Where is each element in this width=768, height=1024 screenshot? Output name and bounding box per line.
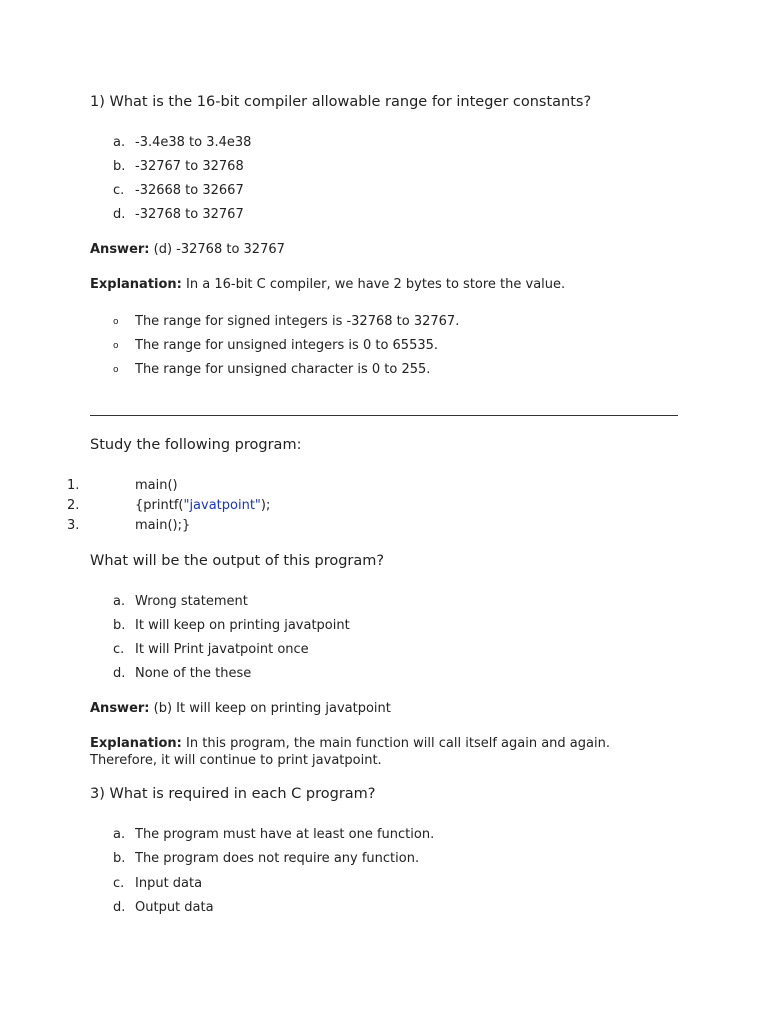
question-2-title: What will be the output of this program? xyxy=(90,553,385,569)
option-marker: d. xyxy=(113,207,126,222)
q1-bullet-1 xyxy=(113,314,459,329)
bullet-marker: o xyxy=(113,341,119,351)
q2-option-c xyxy=(113,642,309,657)
option-marker: a. xyxy=(113,827,126,842)
code-line-number: 3. xyxy=(67,518,80,533)
bullet-text: The range for unsigned character is 0 to 255. xyxy=(135,362,431,377)
q1-bullet-2 xyxy=(113,338,438,353)
explanation-text: In a 16-bit C compiler, we have 2 bytes to store the value. xyxy=(186,277,566,292)
code-line-2 xyxy=(67,498,271,513)
option-marker: b. xyxy=(113,159,126,174)
section-divider xyxy=(90,415,678,416)
code-text: {printf( xyxy=(135,498,184,513)
bullet-marker: o xyxy=(113,317,119,327)
code-line-1 xyxy=(67,478,178,493)
explanation-text: In this program, the main function will call itself again and again. Therefore, it will continue to print javatpoint. xyxy=(90,736,610,768)
option-text: -32768 to 32767 xyxy=(135,207,244,222)
option-marker: a. xyxy=(113,594,126,609)
option-text: It will keep on printing javatpoint xyxy=(135,618,350,633)
option-marker: c. xyxy=(113,876,125,891)
answer-label: Answer: xyxy=(90,242,150,257)
code-line-number: 1. xyxy=(67,478,80,493)
q2-option-b xyxy=(113,618,350,633)
option-marker: b. xyxy=(113,851,126,866)
option-text: -32767 to 32768 xyxy=(135,159,244,174)
answer-text: (b) It will keep on printing javatpoint xyxy=(153,701,391,716)
q3-option-d xyxy=(113,900,214,915)
explanation-label: Explanation: xyxy=(90,736,182,751)
q1-option-a xyxy=(113,135,251,150)
option-text: -32668 to 32667 xyxy=(135,183,244,198)
bullet-marker: o xyxy=(113,365,119,375)
option-text: Wrong statement xyxy=(135,594,248,609)
answer-text: (d) -32768 to 32767 xyxy=(153,242,285,257)
q3-option-c xyxy=(113,876,202,891)
code-text: main();} xyxy=(135,518,191,533)
question-3-title: 3) What is required in each C program? xyxy=(90,786,376,802)
q3-option-b xyxy=(113,851,419,866)
code-text: main() xyxy=(135,478,178,493)
question-1-title: 1) What is the 16-bit compiler allowable range for integer constants? xyxy=(90,94,592,110)
code-line-number: 2. xyxy=(67,498,80,513)
code-line-3 xyxy=(67,518,191,533)
q1-option-d xyxy=(113,207,244,222)
q1-option-c xyxy=(113,183,244,198)
q2-answer xyxy=(90,700,391,717)
option-text: None of the these xyxy=(135,666,252,681)
q2-option-d xyxy=(113,666,251,681)
explanation-label: Explanation: xyxy=(90,277,182,292)
option-text: The program does not require any function. xyxy=(135,851,420,866)
answer-label: Answer: xyxy=(90,701,150,716)
q1-answer xyxy=(90,241,285,258)
bullet-text: The range for unsigned integers is 0 to 65535. xyxy=(135,338,439,353)
option-marker: b. xyxy=(113,618,126,633)
q1-option-b xyxy=(113,159,244,174)
q2-option-a xyxy=(113,594,248,609)
q1-bullet-3 xyxy=(113,362,430,377)
question-2-intro: Study the following program: xyxy=(90,437,302,453)
code-text: ); xyxy=(260,498,271,513)
option-text: The program must have at least one function. xyxy=(135,827,435,842)
option-text: -3.4e38 to 3.4e38 xyxy=(135,135,252,150)
bullet-text: The range for signed integers is -32768 to 32767. xyxy=(135,314,460,329)
option-marker: d. xyxy=(113,666,126,681)
q1-explanation xyxy=(90,276,690,293)
option-marker: a. xyxy=(113,135,126,150)
option-text: Output data xyxy=(135,900,214,915)
q3-option-a xyxy=(113,827,434,842)
option-text: Input data xyxy=(135,876,203,891)
code-string-literal: "javatpoint" xyxy=(183,498,261,513)
option-text: It will Print javatpoint once xyxy=(135,642,309,657)
option-marker: c. xyxy=(113,183,125,198)
q2-explanation xyxy=(90,735,650,769)
option-marker: c. xyxy=(113,642,125,657)
option-marker: d. xyxy=(113,900,126,915)
